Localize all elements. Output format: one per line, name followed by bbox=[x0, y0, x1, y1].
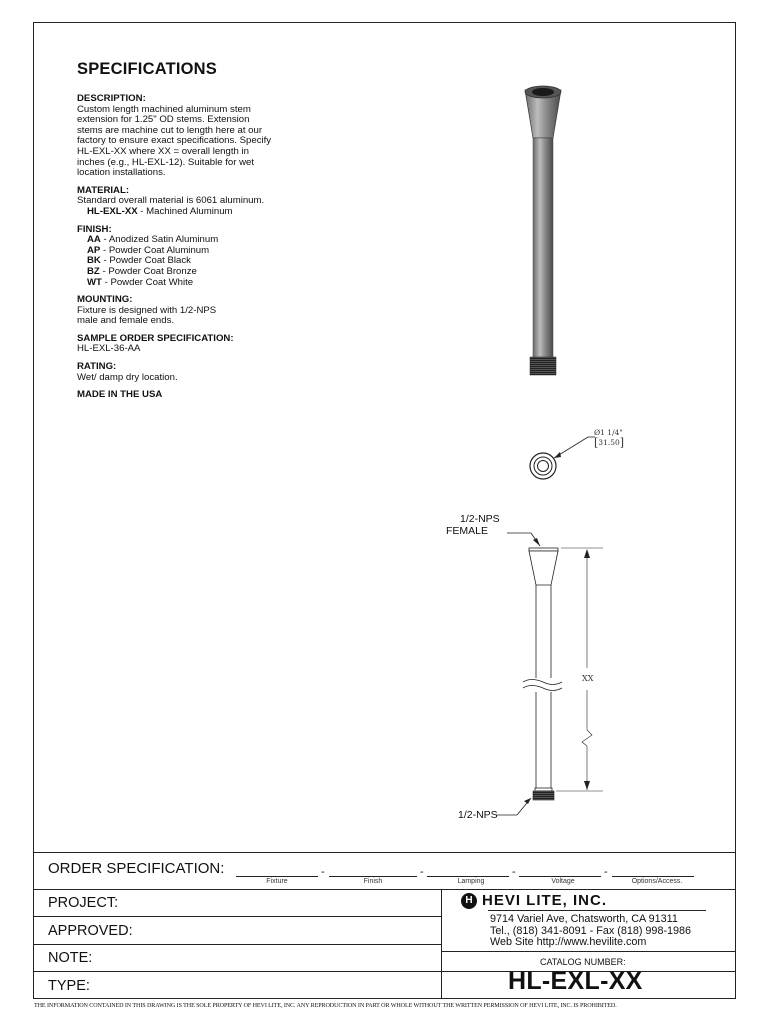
lamping-field[interactable] bbox=[427, 876, 509, 877]
options-field[interactable] bbox=[612, 876, 694, 877]
length-dimension bbox=[556, 548, 603, 791]
order-top-divider bbox=[33, 852, 736, 853]
field-separator: - bbox=[604, 866, 608, 878]
material-text: Standard overall material is 6061 aluminum. bbox=[77, 195, 265, 207]
field-separator: - bbox=[420, 866, 424, 878]
type-label: TYPE: bbox=[48, 978, 90, 994]
copyright-footer: THE INFORMATION CONTAINED IN THIS DRAWING IS THE SOLE PROPERTY OF HEVI LITE, INC. ANY REPRODUCTION IN PART OR WHOLE WITHOUT THE WRITTEN PERMISSION OF HEVI LITE, INC. IS PROHIBITED. bbox=[34, 1003, 617, 1009]
hevi-lite-logo-icon: H bbox=[461, 893, 477, 909]
diameter-mm: 31.50 bbox=[598, 438, 620, 447]
end-view-diagram bbox=[530, 437, 595, 479]
order-specification-label: ORDER SPECIFICATION: bbox=[48, 860, 225, 877]
description-heading: DESCRIPTION: bbox=[77, 93, 146, 104]
options-field-label: Options/Access. bbox=[631, 878, 683, 885]
female-thread-type: FEMALE bbox=[446, 525, 489, 537]
project-label: PROJECT: bbox=[48, 895, 119, 911]
voltage-field-label: Voltage bbox=[551, 878, 575, 885]
company-phone: Tel., (818) 341-8091 - Fax (818) 998-1986 bbox=[490, 924, 692, 937]
male-thread-callout: 1/2-NPS bbox=[458, 809, 498, 821]
female-thread-size: 1/2-NPS bbox=[460, 513, 500, 525]
voltage-field[interactable] bbox=[519, 876, 601, 877]
finish-code: WT bbox=[87, 276, 102, 288]
fixture-field[interactable] bbox=[236, 876, 318, 877]
sample-text: HL-EXL-36-AA bbox=[77, 343, 141, 355]
row-divider bbox=[33, 916, 441, 917]
company-address: 9714 Variel Ave, Chatsworth, CA 91311 bbox=[490, 913, 678, 925]
finish-desc: - Powder Coat White bbox=[101, 276, 194, 288]
note-label: NOTE: bbox=[48, 950, 93, 966]
catalog-number: HL-EXL-XX bbox=[508, 967, 643, 995]
description-line: HL-EXL-XX where XX = overall length in bbox=[77, 145, 249, 157]
description-line: Custom length machined aluminum stem bbox=[77, 103, 251, 115]
description-line: stems are machine cut to length here at our bbox=[77, 124, 263, 136]
diameter-inches: Ø1 1/4" bbox=[594, 428, 623, 437]
description-line: factory to ensure exact specifications. Specify bbox=[77, 135, 272, 147]
finish-heading: FINISH: bbox=[77, 223, 112, 235]
mounting-line: male and female ends. bbox=[77, 315, 175, 327]
finish-field-label: Finish bbox=[363, 878, 383, 885]
made-in-usa: MADE IN THE USA bbox=[77, 389, 163, 401]
mounting-heading: MOUNTING: bbox=[77, 294, 133, 306]
company-contact bbox=[490, 914, 691, 949]
material-item-desc: - Machined Aluminum bbox=[137, 205, 233, 217]
finish-field[interactable] bbox=[329, 876, 417, 877]
specifications-title: SPECIFICATIONS bbox=[77, 60, 218, 78]
diameter-dimension-label bbox=[594, 428, 624, 448]
title-block-divider bbox=[33, 889, 736, 890]
finish-desc: - Powder Coat Bronze bbox=[99, 265, 197, 277]
catalog-number-label: CATALOG NUMBER: bbox=[540, 957, 626, 967]
rating-heading: RATING: bbox=[77, 361, 117, 373]
description-line: extension for 1.25" OD stems. Extension bbox=[77, 114, 250, 126]
bracket-right-icon: ] bbox=[619, 436, 625, 449]
material-item-code: HL-EXL-XX bbox=[87, 205, 138, 217]
finish-desc: - Powder Coat Aluminum bbox=[100, 244, 210, 256]
field-separator: - bbox=[321, 866, 325, 878]
finish-desc: - Anodized Satin Aluminum bbox=[100, 234, 219, 246]
company-name: HEVI LITE, INC. bbox=[482, 892, 608, 909]
approved-label: APPROVED: bbox=[48, 923, 133, 939]
stem-render-illustration bbox=[525, 86, 561, 375]
bracket-left-icon: [ bbox=[594, 436, 599, 449]
lamping-field-label: Lamping bbox=[457, 878, 485, 885]
description-line: location installations. bbox=[77, 167, 166, 179]
description-line: inches (e.g., HL-EXL-12). Suitable for wet bbox=[77, 156, 255, 168]
finish-desc: - Powder Coat Black bbox=[100, 255, 191, 267]
material-heading: MATERIAL: bbox=[77, 184, 130, 196]
rating-text: Wet/ damp dry location. bbox=[77, 371, 178, 383]
title-block-vertical-divider bbox=[441, 889, 442, 999]
finish-code: AP bbox=[87, 244, 101, 256]
company-name-underline bbox=[488, 910, 706, 911]
fixture-field-label: Fixture bbox=[266, 878, 288, 885]
female-thread-callout bbox=[446, 513, 500, 537]
finish-code: AA bbox=[87, 234, 101, 246]
mounting-line: Fixture is designed with 1/2-NPS bbox=[77, 304, 217, 316]
field-separator: - bbox=[512, 866, 516, 878]
sample-heading: SAMPLE ORDER SPECIFICATION: bbox=[77, 332, 234, 344]
finish-code: BZ bbox=[87, 265, 100, 277]
finish-code: BK bbox=[87, 255, 101, 267]
side-view-diagram bbox=[496, 533, 562, 815]
catalog-divider bbox=[441, 951, 736, 952]
row-divider bbox=[33, 944, 441, 945]
length-dimension-label: XX bbox=[582, 674, 594, 683]
diameter-mm-box bbox=[594, 438, 624, 448]
company-website: Web Site http://www.hevilite.com bbox=[490, 936, 647, 948]
company-logo bbox=[461, 892, 607, 909]
